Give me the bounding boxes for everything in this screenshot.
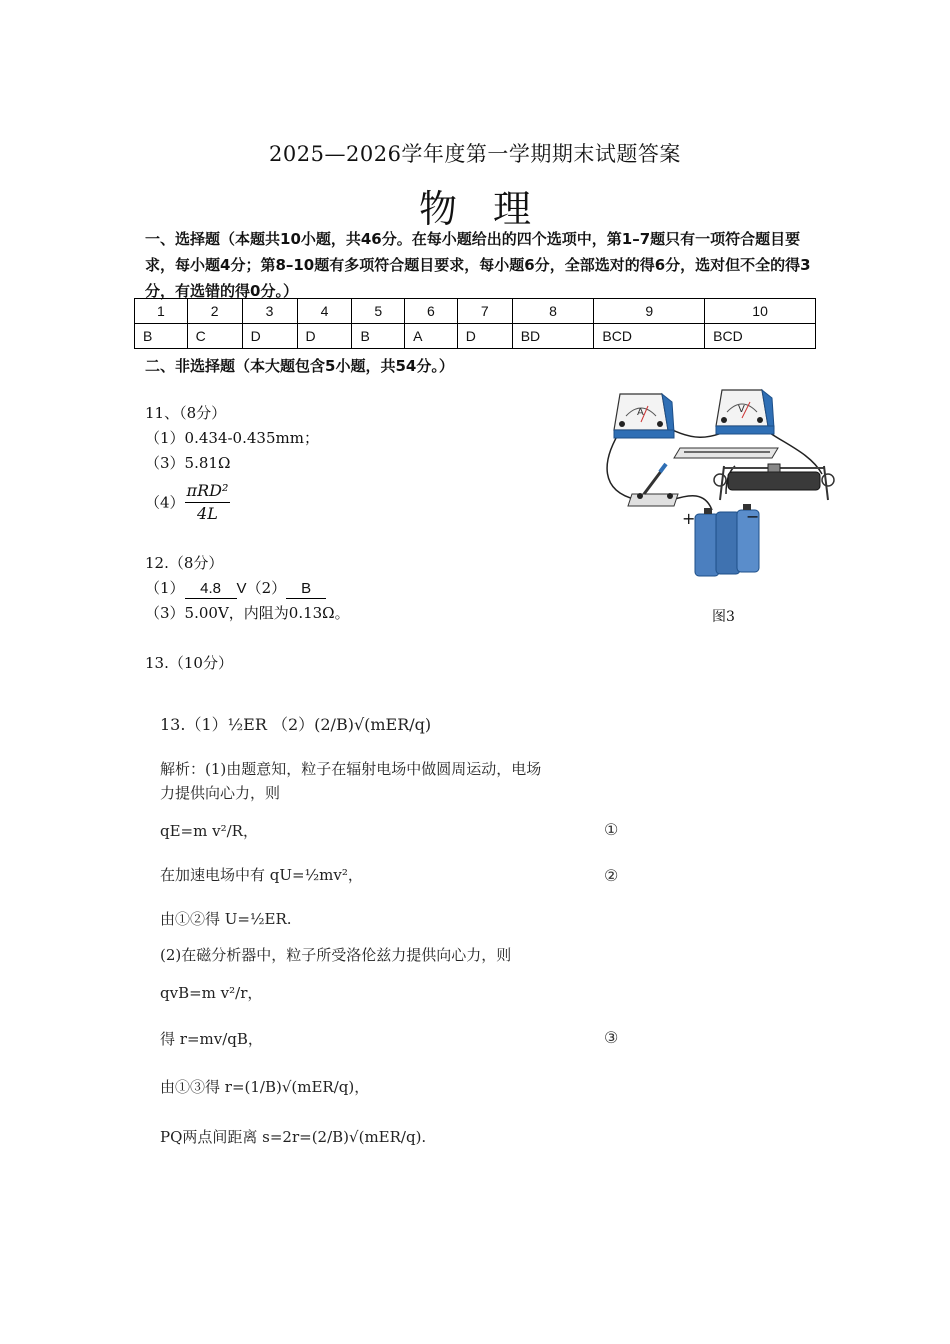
answer-cell: C [187,324,242,349]
ammeter-label: A [637,407,644,418]
answer-cell: BD [512,324,594,349]
figure-caption: 图3 [712,609,735,625]
q12-part2-prefix: （2） [246,579,287,597]
answer-cell: D [242,324,297,349]
q13-solution-line-1: 解析：(1)由题意知，粒子在辐射电场中做圆周运动，电场 [160,760,542,778]
q13-answer-text: 13.（1）½ER （2）(2/B)√(mER/q) [160,715,432,734]
q13-solution-line-2: 力提供向心力，则 [160,784,281,802]
q11-label: 11、（8分） [145,404,227,422]
q13-solution-line-3: (2)在磁分析器中，粒子所受洛伦兹力提供向心力，则 [160,946,512,964]
answer-cell: BCD [594,324,705,349]
answer-table [134,298,816,349]
q12-part1-prefix: （1） [145,579,185,597]
q13-equation-1: qE=m v²/R， [160,822,258,840]
equation-marker-1: ① [604,820,619,839]
q13-label: 13.（10分） [145,654,233,672]
q12-answer-1-2 [145,577,326,600]
q13-equation-3: 由①②得 U=½ER. [160,910,292,928]
col-header: 2 [187,299,242,324]
col-header: 10 [705,299,816,324]
col-header: 9 [594,299,705,324]
battery-plus-label: + [682,509,696,528]
col-header: 3 [242,299,297,324]
q11-answer-3: （3）5.81Ω [145,454,231,472]
answer-cell: A [405,324,458,349]
answer-table-row [135,324,816,349]
q12-blank-2: B [286,580,326,599]
fraction-numerator: πRD² [185,480,231,503]
section1-heading: 一、选择题（本题共10小题，共46分。在每小题给出的四个选项中，第1–7题只有一项符合题目要求，每小题4分；第8–10题有多项符合题目要求，每小题6分，全部选对的得6分，选对但不全的得3分，有选错的得0分。） [145,230,811,300]
col-header: 1 [135,299,188,324]
fraction-denominator: 4L [197,504,218,523]
subject-title: 物理 [418,187,567,231]
q11-answer-1: （1）0.434-0.435mm； [145,429,319,447]
col-header: 5 [352,299,405,324]
equation-marker-2: ② [604,866,619,885]
q13-equation-5: 得 r=mv/qB， [160,1030,263,1048]
q13-equation-7: PQ两点间距离 s=2r=(2/B)√(mER/q). [160,1128,427,1146]
q12-label: 12.（8分） [145,554,224,572]
resistance-wire-board-icon [674,448,778,458]
col-header: 6 [405,299,458,324]
q12-unit-1: V [236,580,247,597]
q11-answer-4-fraction [185,480,231,525]
answer-cell: D [297,324,352,349]
col-header: 4 [297,299,352,324]
col-header: 8 [512,299,594,324]
section2-heading: 二、非选择题（本大题包含5小题，共54分。） [145,357,454,375]
q11-answer-4-prefix: （4） [145,493,185,512]
battery-icon [682,504,759,576]
q12-answer-3: （3）5.00V，内阻为0.13Ω。 [145,604,350,622]
answer-cell: BCD [705,324,816,349]
answer-cell: D [457,324,512,349]
page-title: 2025—2026学年度第一学期期末试题答案 [269,142,681,166]
col-header: 7 [457,299,512,324]
answer-cell: B [352,324,405,349]
q13-equation-6: 由①③得 r=(1/B)√(mER/q)， [160,1078,370,1096]
switch-icon [628,464,678,506]
q13-equation-2: 在加速电场中有 qU=½mv²， [160,866,363,884]
circuit-figure [600,382,840,587]
equation-marker-3: ③ [604,1028,619,1047]
battery-minus-label: − [746,507,760,526]
q13-equation-4: qvB=m v²/r， [160,984,263,1002]
q12-blank-1: 4.8 [185,580,237,599]
answer-table-header [135,299,816,324]
ammeter-icon [614,394,674,438]
voltmeter-icon [716,390,774,434]
answer-cell: B [135,324,188,349]
voltmeter-label: V [738,404,745,415]
q13-answer-line [160,712,431,735]
q11-answer-4 [145,480,230,525]
